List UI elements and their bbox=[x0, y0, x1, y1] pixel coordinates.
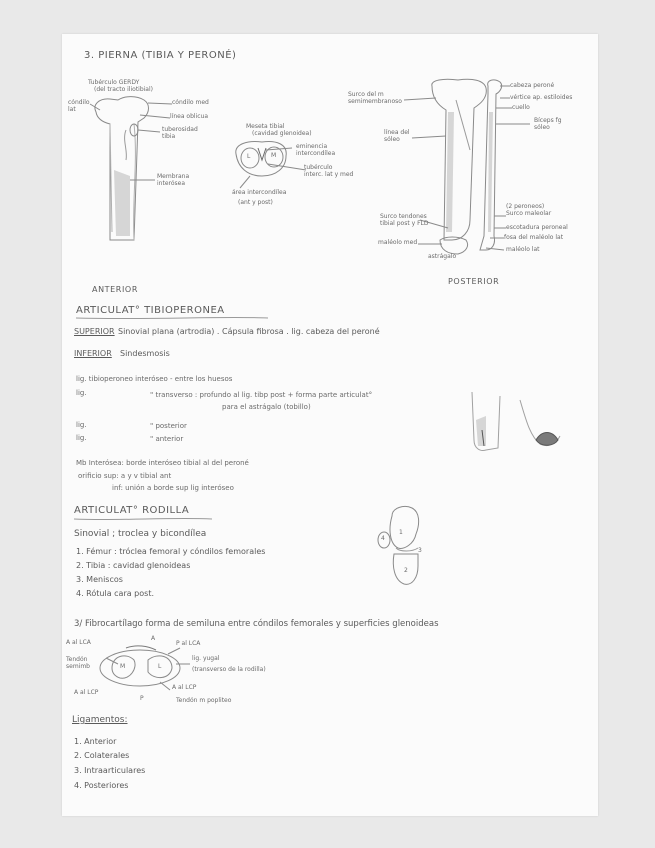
label-cabeza-perone: cabeza peroné bbox=[510, 82, 555, 89]
knee-num-2: 2 bbox=[404, 567, 408, 574]
ligamento-item-2: 2. Colaterales bbox=[74, 751, 130, 760]
label-meseta-sub: (cavidad glenoidea) bbox=[252, 130, 312, 137]
lig-line-3: " transverso : profundo al lig. tibp post + forma parte articulat° bbox=[150, 391, 373, 399]
lig-line-5: lig. bbox=[76, 421, 87, 429]
ligamento-item-4: 4. Posteriores bbox=[74, 781, 129, 790]
label-transverso: (transverso de la rodilla) bbox=[192, 666, 266, 673]
label-linea-soleo: línea del sóleo bbox=[384, 129, 410, 143]
knee-num-3: 3 bbox=[418, 547, 422, 554]
lig-line-7: lig. bbox=[76, 434, 87, 442]
label-maleolo-med: maléolo med bbox=[378, 239, 418, 246]
label-condilo-med: cóndilo med bbox=[172, 99, 209, 106]
caption-anterior: ANTERIOR bbox=[92, 285, 138, 294]
ligamento-item-3: 3. Intraarticulares bbox=[74, 766, 146, 775]
lig-line-6: " posterior bbox=[150, 422, 187, 430]
lig-line-8: " anterior bbox=[150, 435, 184, 443]
label-vertice: vértice ap. estiloides bbox=[510, 94, 573, 101]
label-biceps: Bíceps fg sóleo bbox=[534, 117, 562, 131]
label-surco-maleolar: (2 peroneos) Surco maleolar bbox=[506, 203, 552, 217]
label-tendon-semi: Tendón semimb bbox=[66, 656, 90, 670]
menisco-letter-m: M bbox=[120, 663, 126, 670]
rodilla-item-4: 4. Rótula cara post. bbox=[76, 589, 154, 598]
label-astragalo: astrágalo bbox=[428, 253, 457, 260]
lig-line-1: lig. tibioperoneo interóseo - entre los huesos bbox=[76, 375, 233, 383]
label-a-lca: A al LCA bbox=[66, 639, 91, 646]
label-fosa-maleolo: fosa del maléolo lat bbox=[504, 234, 564, 241]
label-surco-semimembranoso: Surco del m semimembranoso bbox=[348, 91, 402, 105]
label-membrana: Membrana interósea bbox=[157, 173, 190, 187]
fibrocartilago-text: 3/ Fibrocartílago forma de semiluna entre cóndilos femorales y superficies glenoideas bbox=[74, 619, 439, 629]
page-title: 3. PIERNA (TIBIA Y PERONÉ) bbox=[84, 50, 237, 61]
label-inferior: INFERIOR bbox=[74, 349, 112, 358]
label-tendon-popliteo: Tendón m popliteo bbox=[176, 697, 232, 704]
meseta-letter-m: M bbox=[271, 152, 277, 159]
rodilla-item-3: 3. Meniscos bbox=[76, 575, 123, 584]
rodilla-item-2: 2. Tibia : cavidad glenoideas bbox=[76, 561, 191, 570]
ligamento-item-1: 1. Anterior bbox=[74, 737, 117, 746]
membrana-line-3: inf: unión a borde sup lig interóseo bbox=[112, 484, 234, 492]
menisco-letter-a: A bbox=[151, 635, 156, 642]
heading-ligamentos: Ligamentos: bbox=[72, 715, 128, 725]
label-escotadura: escotadura peroneal bbox=[506, 224, 568, 231]
menisco-letter-l: L bbox=[158, 663, 162, 670]
membrana-line-2: orificio sup: a y v tibial ant bbox=[78, 472, 172, 480]
label-area-intercondilea: área intercondílea bbox=[232, 189, 287, 196]
label-tuberculo-interc: tubérculo interc. lat y med bbox=[304, 164, 354, 178]
text-inferior: Sindesmosis bbox=[120, 349, 170, 358]
subheading-rodilla: Sinovial ; troclea y bicondílea bbox=[74, 529, 207, 539]
label-tuberosidad: tuberosidad tibia bbox=[162, 126, 198, 140]
label-superior: SUPERIOR bbox=[74, 327, 115, 336]
heading-tibioperonea: ARTICULAT° TIBIOPERONEA bbox=[76, 305, 225, 316]
label-cuello: cuello bbox=[512, 104, 530, 111]
knee-num-1: 1 bbox=[399, 529, 403, 536]
meseta-letter-l: L bbox=[247, 153, 251, 160]
label-eminencia: eminencia intercondílea bbox=[296, 143, 336, 157]
rodilla-item-1: 1. Fémur : tróclea femoral y cóndilos femorales bbox=[76, 547, 266, 556]
label-tuberculo-gerdy-sub: (del tracto iliotibial) bbox=[94, 86, 153, 93]
label-maleolo-lat: maléolo lat bbox=[506, 246, 540, 253]
label-a-lcp: A al LCP bbox=[172, 684, 197, 691]
label-linea-oblicua: línea oblicua bbox=[170, 113, 209, 120]
menisco-letter-p: P bbox=[140, 695, 144, 702]
label-surco-tendones: Surco tendones tibial post y FLD bbox=[380, 213, 429, 227]
label-meseta: Meseta tibial bbox=[246, 123, 285, 130]
lig-line-2: lig. bbox=[76, 389, 87, 397]
label-tuberculo-gerdy: Tubérculo GERDY bbox=[88, 79, 140, 86]
label-condilo-lat: cóndilo lat bbox=[68, 99, 90, 113]
heading-rodilla: ARTICULAT° RODILLA bbox=[74, 505, 190, 516]
membrana-line-1: Mb Interósea: borde interóseo tibial al del peroné bbox=[76, 459, 249, 467]
label-p-lca: P al LCA bbox=[176, 640, 201, 647]
lig-line-4: para el astrágalo (tobillo) bbox=[222, 403, 311, 411]
label-area-sub: (ant y post) bbox=[238, 199, 273, 206]
text-superior: Sinovial plana (artrodia) . Cápsula fibrosa . lig. cabeza del peroné bbox=[118, 327, 380, 336]
caption-posterior: POSTERIOR bbox=[448, 277, 500, 286]
label-a-lcp-2: A al LCP bbox=[74, 689, 99, 696]
knee-num-4: 4 bbox=[381, 535, 385, 542]
label-lig-yugal: lig. yugal bbox=[192, 655, 220, 662]
